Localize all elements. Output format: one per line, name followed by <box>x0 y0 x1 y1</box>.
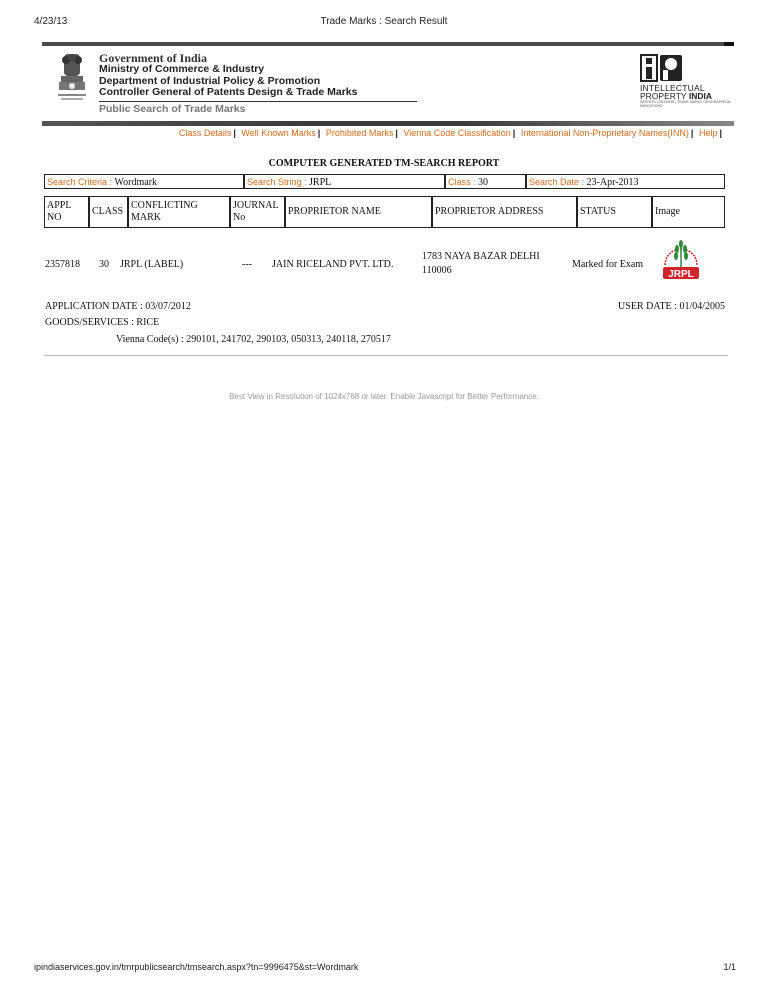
nav-inn[interactable]: International Non-Proprietary Names(INN) <box>520 128 689 138</box>
search-string-cell: Search String : JRPL <box>244 174 445 189</box>
report-title: COMPUTER GENERATED TM-SEARCH REPORT <box>268 158 500 169</box>
nav-help[interactable]: Help <box>698 128 718 138</box>
search-criteria-bar <box>44 174 725 190</box>
header-rule <box>99 101 417 102</box>
ip-india-logo <box>640 54 732 110</box>
logo-text-3: PATENTS | DESIGNS | TRADE MARKS GEOGRAPHICAL INDICATIONS <box>640 100 732 108</box>
print-url: ipindiaservices.gov.in/tmrpublicsearch/tmsearch.aspx?tn=9996475&st=Wordmark <box>34 962 359 972</box>
trademark-image <box>661 237 701 285</box>
application-date: APPLICATION DATE : 03/07/2012 <box>45 301 191 312</box>
cell-address-2: 110006 <box>422 265 452 276</box>
search-date-cell: Search Date : 23-Apr-2013 <box>526 174 725 189</box>
col-proprietor-address: PROPRIETOR ADDRESS <box>432 196 577 228</box>
nav-well-known-marks[interactable]: Well Known Marks <box>241 128 316 138</box>
cell-proprietor: JAIN RICELAND PVT. LTD. <box>272 259 394 270</box>
col-class: CLASS <box>89 196 128 228</box>
site-subtitle: Public Search of Trade Marks <box>99 102 246 115</box>
results-table-header <box>44 196 725 229</box>
nav-prohibited-marks[interactable]: Prohibited Marks <box>325 128 394 138</box>
vienna-codes: Vienna Code(s) : 290101, 241702, 290103, 050313, 240118, 270517 <box>116 334 391 345</box>
cell-journal: --- <box>242 259 252 270</box>
nav-class-details[interactable]: Class Details <box>178 128 232 138</box>
gov-line-2: Ministry of Commerce & Industry <box>99 63 265 75</box>
goods-services: GOODS/SERVICES : RICE <box>45 317 160 328</box>
top-bar <box>42 42 734 46</box>
print-date: 4/23/13 <box>34 16 68 27</box>
criteria-cell: Search Criteria : Wordmark <box>44 174 244 189</box>
gov-header <box>99 52 417 115</box>
gov-line-1: Government of India <box>99 51 207 65</box>
col-status: STATUS <box>577 196 652 228</box>
col-image: Image <box>652 196 725 228</box>
emblem-icon <box>52 52 92 104</box>
nav-vienna-code[interactable]: Vienna Code Classification <box>403 128 511 138</box>
logo-text-2: PROPERTY INDIA <box>640 91 712 101</box>
nav-bar <box>42 121 734 126</box>
gov-line-3: Department of Industrial Policy & Promotion <box>99 74 321 87</box>
divider <box>44 355 728 356</box>
ip-logo-icon <box>640 54 688 82</box>
print-title: Trade Marks : Search Result <box>320 16 448 27</box>
cell-address-1: 1783 NAYA BAZAR DELHI <box>422 251 540 262</box>
gov-line-4: Controller General of Patents Design & Trade Marks <box>99 86 358 98</box>
trademark-image-text: JRPL <box>668 269 694 280</box>
cell-status: Marked for Exam <box>572 259 644 270</box>
logo-text-1: INTELLECTUAL <box>640 83 705 93</box>
print-page: 1/1 <box>723 962 736 972</box>
cell-mark: JRPL (LABEL) <box>120 259 184 270</box>
nav-links: Class Details | Well Known Marks | Prohibited Marks | Vienna Code Classification | International Non-Proprietary Names(INN) | Help | <box>178 128 722 138</box>
cell-appl-no: 2357818 <box>45 259 80 270</box>
col-journal-no: JOURNAL No <box>230 196 285 228</box>
user-date: USER DATE : 01/04/2005 <box>618 301 725 312</box>
cell-class: 30 <box>99 259 109 270</box>
best-view-note: Best View in Resolution of 1024x768 or later. Enable Javascript for Better Performance. <box>229 392 539 401</box>
col-appl-no: APPL NO <box>44 196 89 228</box>
class-cell: Class : 30 <box>445 174 526 189</box>
col-proprietor-name: PROPRIETOR NAME <box>285 196 432 228</box>
col-conflicting-mark: CONFLICTING MARK <box>128 196 230 228</box>
